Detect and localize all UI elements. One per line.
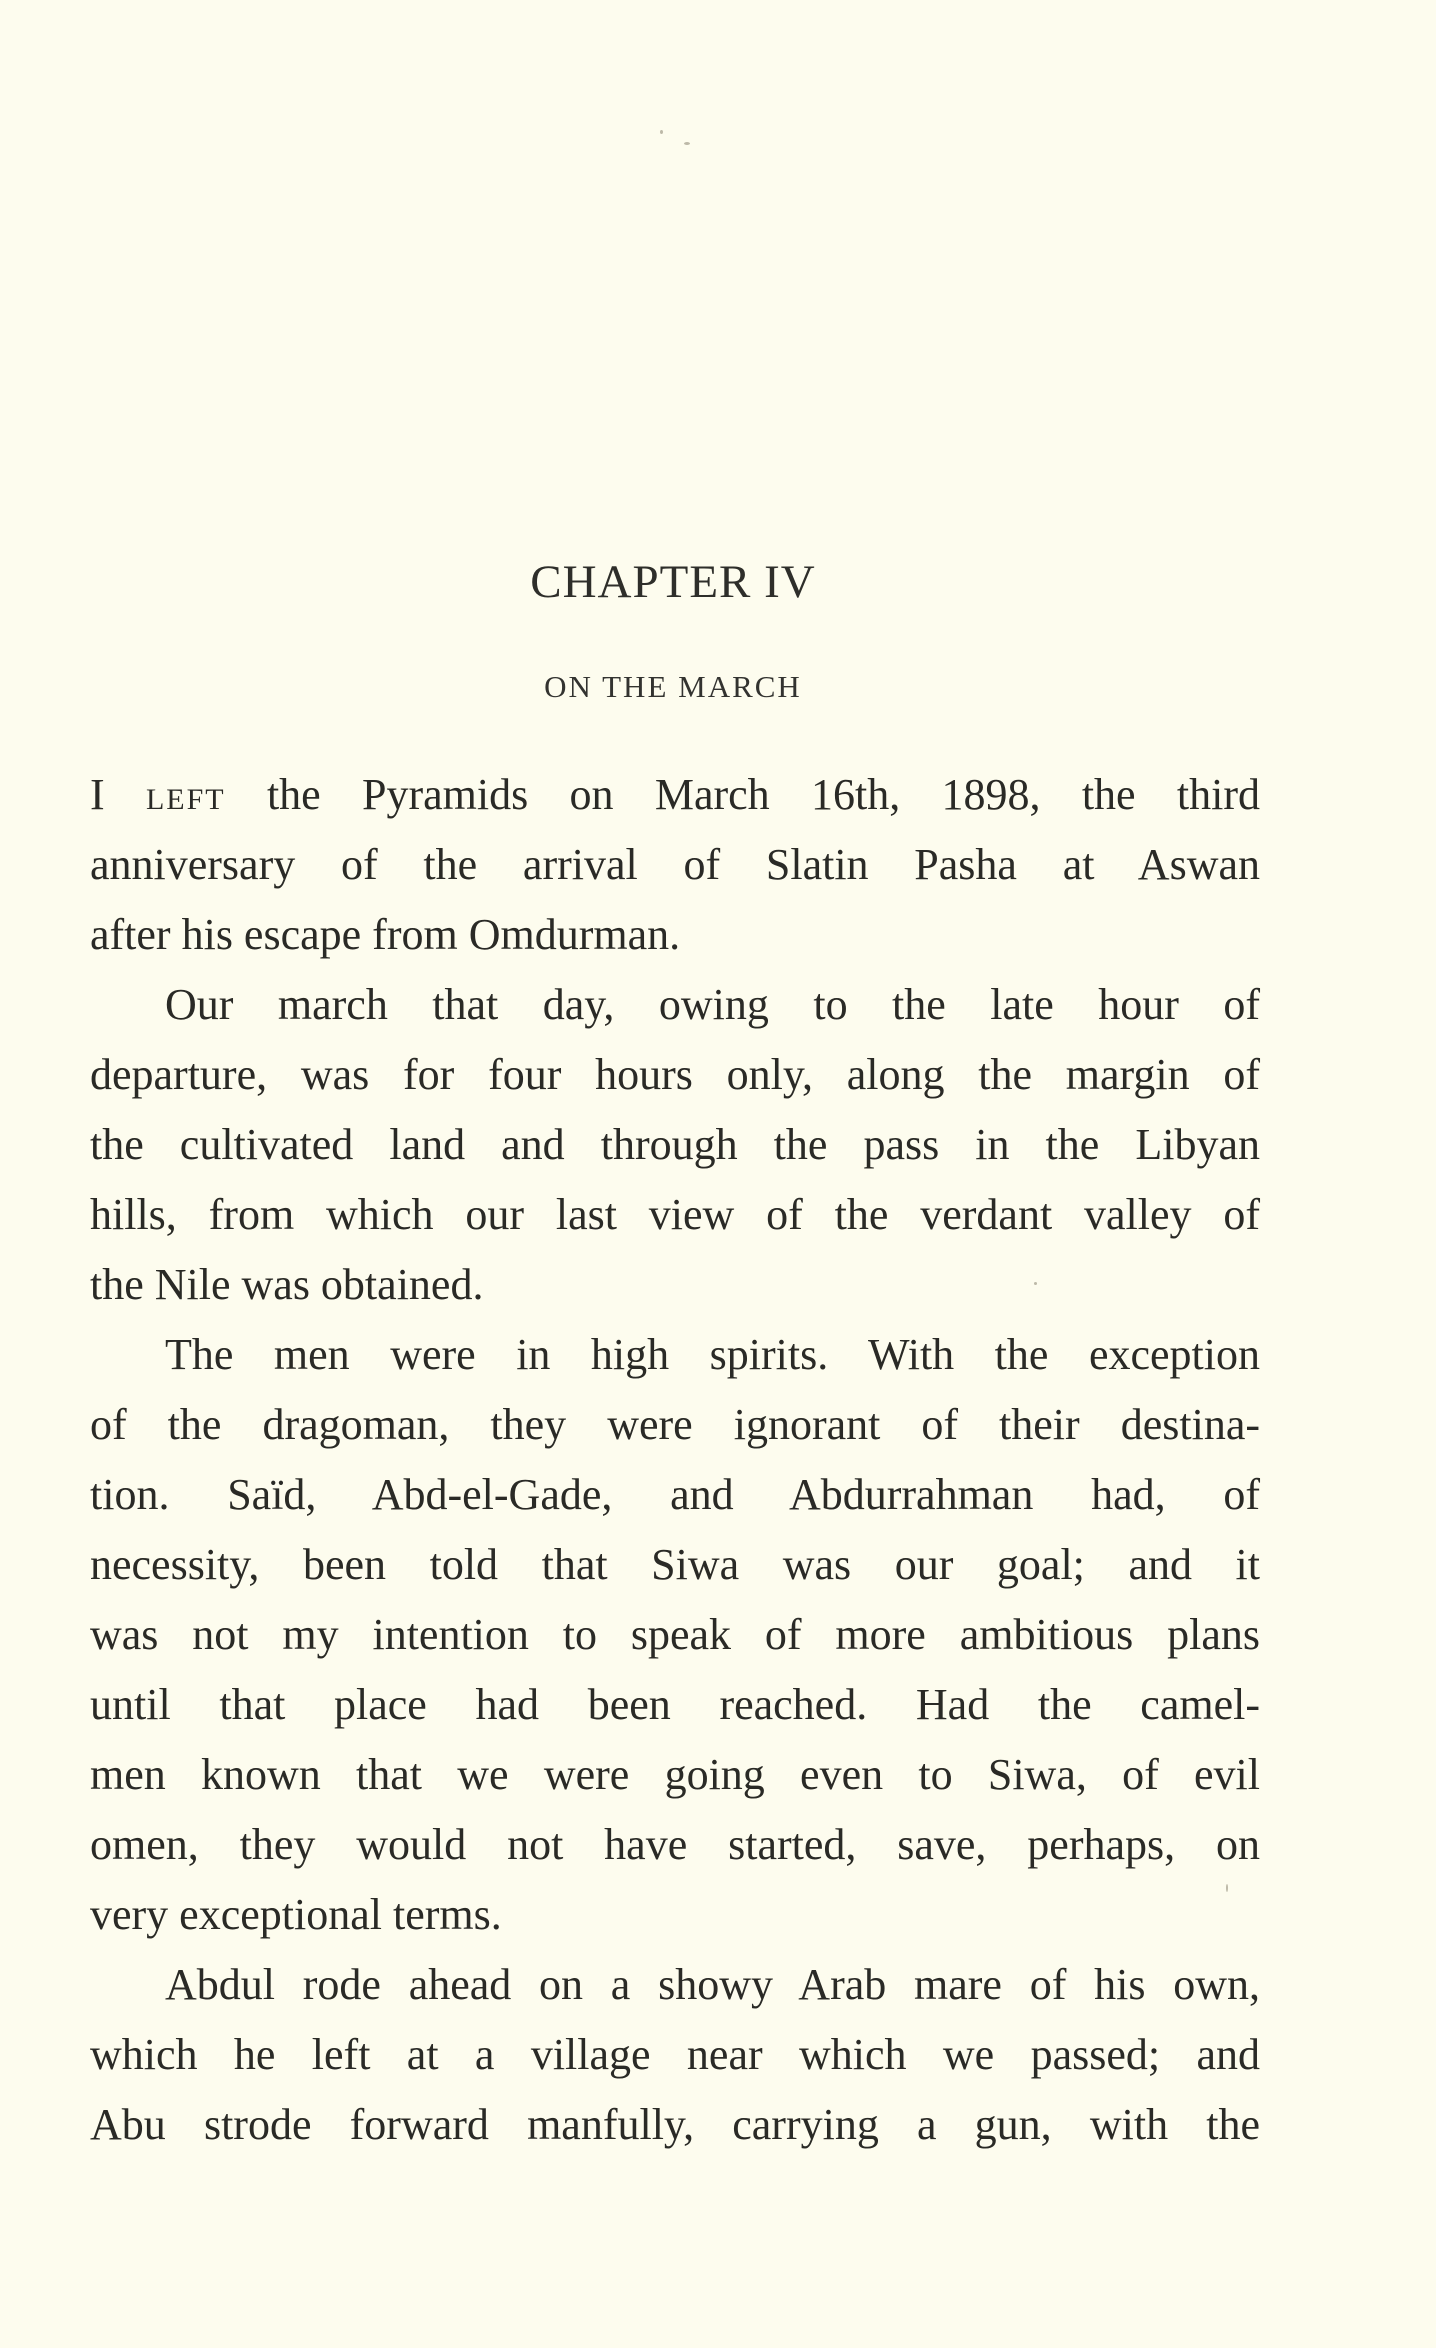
chapter-heading: CHAPTER IV xyxy=(530,556,816,608)
paper-speck xyxy=(660,130,663,134)
text-line: anniversary of the arrival of Slatin Pasha at Aswan xyxy=(90,840,1260,889)
text-line: hills, from which our last view of the verdant valley of xyxy=(90,1190,1260,1239)
text-line xyxy=(90,760,1260,830)
text-line: very exceptional terms. xyxy=(90,1890,502,1939)
opening-line-rest: the Pyramids on March 16th, 1898, the third xyxy=(266,770,1260,819)
text-line: Our march that day, owing to the late hour of xyxy=(165,980,1260,1029)
paper-speck xyxy=(684,142,690,145)
text-line: was not my intention to speak of more ambitious plans xyxy=(90,1610,1260,1659)
text-line: the Nile was obtained. xyxy=(90,1260,484,1309)
text-line: of the dragoman, they were ignorant of their destina- xyxy=(90,1400,1260,1449)
text-line: men known that we were going even to Siwa, of evil xyxy=(90,1750,1260,1799)
text-line: tion. Saïd, Abd-el-Gade, and Abdurrahman had, of xyxy=(90,1470,1260,1519)
text-line: after his escape from Omdurman. xyxy=(90,910,681,959)
text-line: omen, they would not have started, save, perhaps, on xyxy=(90,1820,1260,1869)
text-line: The men were in high spirits. With the exception xyxy=(165,1330,1260,1379)
opening-initial: I xyxy=(90,770,105,819)
chapter-body xyxy=(90,760,1260,2160)
text-line: necessity, been told that Siwa was our goal; and it xyxy=(90,1540,1260,1589)
text-line: which he left at a village near which we passed; and xyxy=(90,2030,1260,2079)
text-line: until that place had been reached. Had the camel- xyxy=(90,1680,1260,1729)
text-line: Abdul rode ahead on a showy Arab mare of his own, xyxy=(165,1960,1260,2009)
chapter-subtitle: ON THE MARCH xyxy=(544,669,802,704)
text-line: the cultivated land and through the pass in the Libyan xyxy=(90,1120,1260,1169)
text-line: Abu strode forward manfully, carrying a gun, with the xyxy=(90,2100,1260,2149)
opening-smallcaps-word: LEFT xyxy=(145,783,226,816)
text-line: departure, was for four hours only, along the margin of xyxy=(90,1050,1260,1099)
